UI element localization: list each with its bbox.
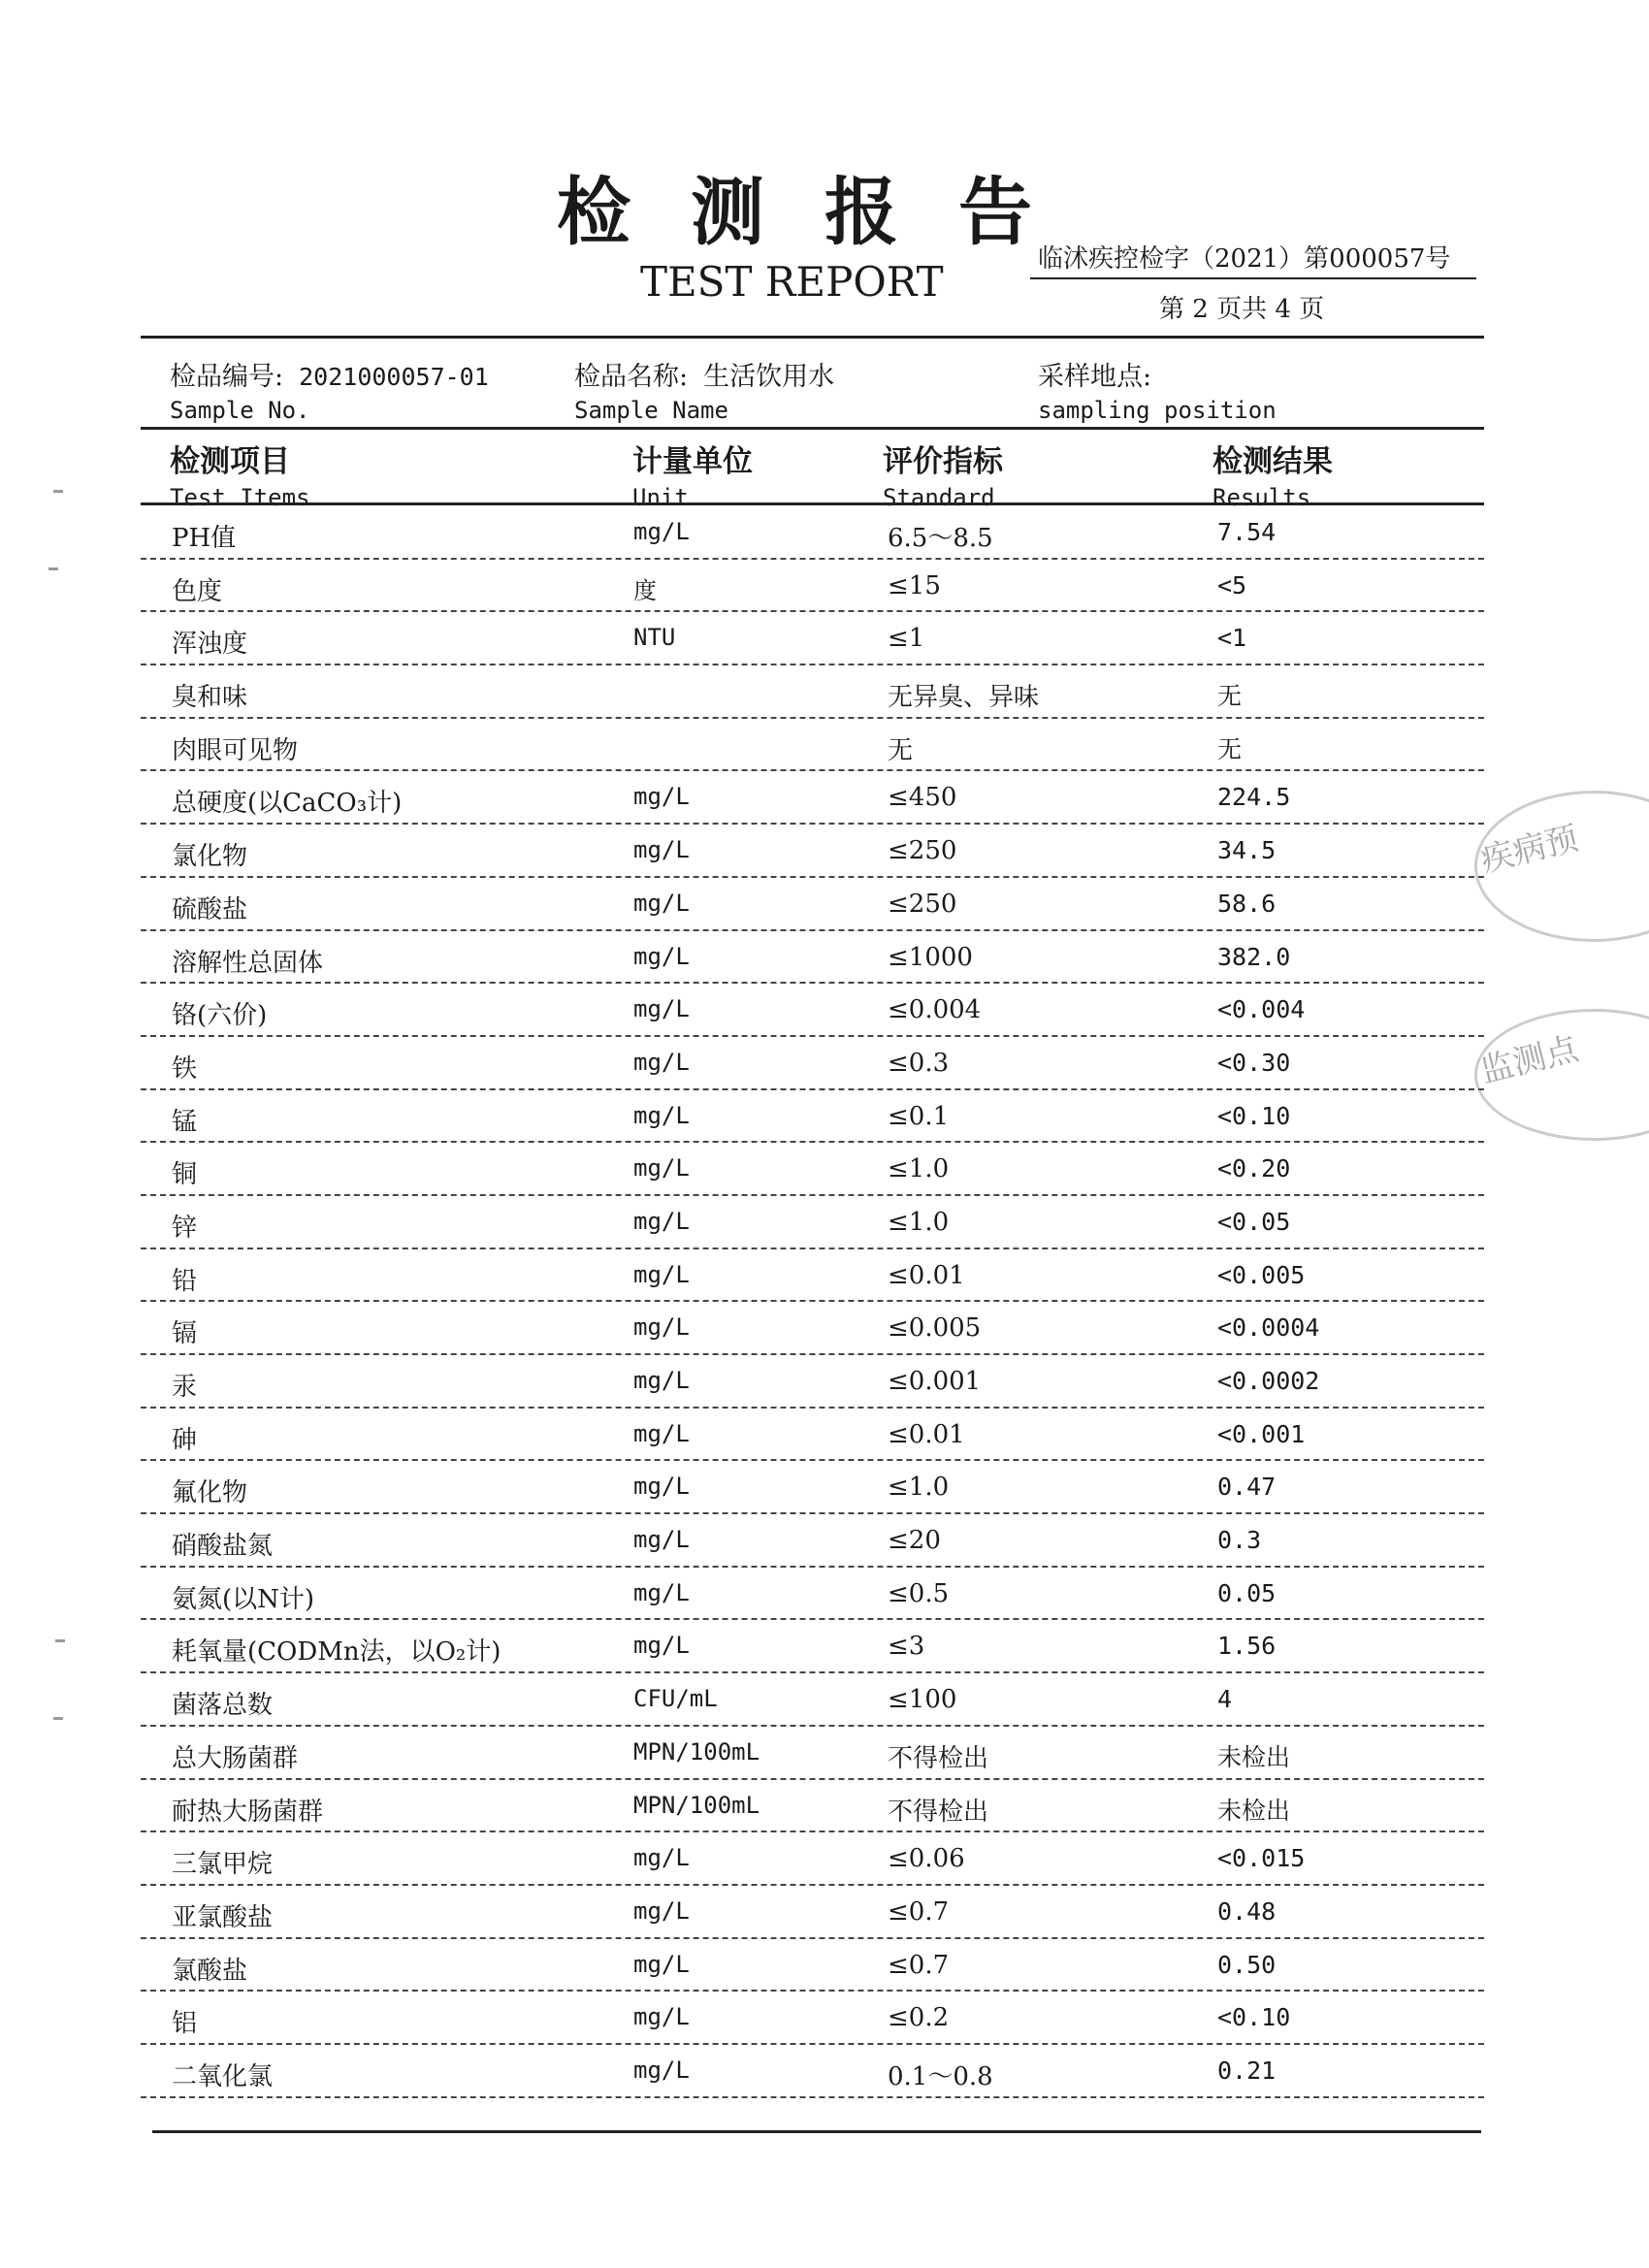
column-header-items-cn: 检测项目 (170, 444, 290, 479)
cell-test-item: 色度 (172, 576, 223, 606)
cell-unit: mg/L (633, 1578, 690, 1606)
margin-mark (55, 1639, 65, 1642)
reference-underline (1030, 277, 1476, 279)
cell-standard: ≤3 (888, 1632, 925, 1662)
cell-standard: ≤250 (888, 889, 957, 919)
cell-test-item: 氯酸盐 (172, 1956, 248, 1986)
results-table (141, 506, 1484, 2098)
cell-result: 0.21 (1217, 2056, 1277, 2085)
column-header-unit-en: Unit (632, 484, 689, 511)
table-row (141, 2045, 1484, 2098)
cell-unit: mg/L (633, 1844, 690, 1872)
cell-unit: mg/L (633, 1419, 690, 1447)
cell-unit: mg/L (633, 1367, 690, 1394)
cell-standard: ≤0.3 (888, 1048, 950, 1078)
column-header-unit-cn: 计量单位 (632, 444, 753, 479)
cell-test-item: PH值 (172, 524, 237, 553)
cell-unit: MPN/100mL (633, 1737, 760, 1766)
cell-standard: ≤1.0 (888, 1207, 950, 1237)
cell-unit: mg/L (633, 942, 690, 970)
table-row (141, 1992, 1484, 2045)
cell-result: 1.56 (1217, 1632, 1277, 1661)
table-row (141, 1196, 1484, 1249)
cell-result: <0.10 (1217, 2003, 1291, 2032)
cell-standard: ≤0.1 (888, 1101, 950, 1131)
cell-test-item: 耗氧量(CODMn法，以O₂计) (172, 1637, 501, 1668)
cell-unit: mg/L (633, 1101, 690, 1129)
cell-result: 4 (1217, 1685, 1233, 1714)
table-row (141, 506, 1484, 560)
cell-test-item: 氨氮(以N计) (172, 1584, 315, 1614)
cell-test-item: 锰 (172, 1107, 198, 1137)
column-header-unit (632, 437, 753, 511)
cell-standard: ≤0.06 (888, 1844, 965, 1874)
cell-standard: ≤1 (888, 624, 925, 654)
cell-unit: mg/L (633, 783, 690, 811)
cell-unit: 度 (633, 576, 657, 604)
cell-standard: ≤0.005 (888, 1313, 982, 1344)
cell-test-item: 氯化物 (172, 842, 248, 872)
cell-test-item: 锌 (172, 1213, 198, 1243)
cell-unit: mg/L (633, 1260, 690, 1288)
sample-number-label: 检品编号: (170, 362, 284, 392)
sample-name-label-en: Sample Name (574, 397, 728, 424)
cell-test-item: 铅 (172, 1266, 198, 1296)
table-row (141, 825, 1484, 878)
cell-test-item: 铬(六价) (172, 1001, 268, 1031)
cell-unit: MPN/100mL (633, 1791, 760, 1819)
table-row (141, 1939, 1484, 1993)
cell-standard: ≤0.001 (888, 1367, 982, 1396)
cell-standard: 无异臭、异味 (888, 683, 1040, 713)
column-header-standard (883, 437, 1003, 511)
cell-unit: mg/L (633, 518, 690, 545)
table-row (141, 1090, 1484, 1144)
report-title-cn: 检测报告 (557, 169, 1092, 255)
cell-unit: mg/L (633, 1950, 690, 1978)
cell-unit: mg/L (633, 1048, 690, 1076)
table-row (141, 719, 1484, 772)
table-row (141, 771, 1484, 825)
column-header-items-en: Test Items (170, 484, 310, 511)
cell-result: 0.50 (1217, 1950, 1277, 1979)
cell-result: <0.10 (1217, 1101, 1291, 1130)
table-row (141, 1302, 1484, 1355)
cell-standard: ≤0.7 (888, 1896, 950, 1927)
cell-test-item: 硝酸盐氮 (172, 1532, 274, 1562)
report-reference-code: 临沭疾控检字（2021）第000057号 (1038, 244, 1451, 274)
cell-result: <0.05 (1217, 1207, 1291, 1236)
cell-unit: mg/L (633, 2003, 690, 2031)
cell-result: 0.3 (1217, 1526, 1262, 1555)
table-row (141, 1355, 1484, 1409)
cell-result: 224.5 (1217, 783, 1291, 812)
cell-result: 无 (1217, 682, 1243, 711)
cell-unit: CFU/mL (633, 1685, 718, 1713)
sample-name-label: 检品名称: (574, 362, 689, 392)
table-row (141, 560, 1484, 613)
table-row (141, 1673, 1484, 1727)
cell-unit: mg/L (633, 1473, 690, 1501)
cell-standard: ≤20 (888, 1526, 941, 1556)
cell-unit: mg/L (633, 1154, 690, 1183)
margin-mark (53, 1717, 63, 1720)
cell-test-item: 总硬度(以CaCO₃计) (172, 789, 403, 819)
cell-standard: ≤450 (888, 783, 957, 813)
cell-unit: mg/L (633, 1313, 690, 1342)
cell-standard: ≤1000 (888, 942, 973, 972)
cell-result: <0.0004 (1217, 1313, 1320, 1343)
sampling-position (1038, 355, 1277, 424)
report-title-en: TEST REPORT (640, 258, 944, 306)
cell-standard: ≤0.01 (888, 1419, 965, 1449)
column-header-results-en: Results (1212, 484, 1311, 511)
cell-test-item: 臭和味 (172, 683, 248, 713)
cell-result: <0.004 (1217, 995, 1306, 1024)
sample-number-value: 2021000057-01 (299, 363, 489, 391)
margin-mark (48, 567, 58, 570)
cell-unit: mg/L (633, 2056, 690, 2084)
margin-mark (53, 490, 63, 493)
cell-test-item: 三氯甲烷 (172, 1850, 274, 1880)
top-rule (141, 336, 1484, 339)
cell-result: <0.0002 (1217, 1367, 1320, 1395)
cell-result: 382.0 (1217, 942, 1291, 971)
cell-unit: mg/L (633, 1207, 690, 1235)
page-indicator: 第 2 页共 4 页 (1159, 295, 1325, 324)
table-row (141, 1727, 1484, 1780)
table-row (141, 1037, 1484, 1090)
cell-standard: 不得检出 (888, 1743, 989, 1773)
cell-test-item: 氟化物 (172, 1478, 248, 1508)
cell-result: 58.6 (1217, 889, 1277, 918)
sampling-position-label: 采样地点: (1038, 362, 1152, 392)
cell-result: <0.005 (1217, 1260, 1306, 1289)
column-header-results (1212, 437, 1333, 511)
cell-unit: mg/L (633, 1526, 690, 1554)
cell-result: <5 (1217, 570, 1247, 599)
cell-test-item: 汞 (172, 1373, 198, 1402)
table-row (141, 1832, 1484, 1886)
header-rule (141, 502, 1484, 505)
cell-standard: ≤1.0 (888, 1473, 950, 1503)
column-header-results-cn: 检测结果 (1212, 444, 1333, 479)
cell-result: 0.47 (1217, 1473, 1277, 1502)
cell-result: <0.30 (1217, 1048, 1291, 1077)
table-row (141, 612, 1484, 665)
table-row (141, 1514, 1484, 1568)
table-row (141, 1780, 1484, 1833)
cell-test-item: 菌落总数 (172, 1691, 274, 1721)
cell-standard: 6.5～8.5 (888, 524, 993, 553)
cell-test-item: 铜 (172, 1160, 198, 1190)
sample-name (574, 355, 834, 424)
table-row (141, 1249, 1484, 1303)
sample-number (170, 355, 489, 424)
table-row (141, 1886, 1484, 1939)
cell-standard: ≤250 (888, 836, 957, 866)
bottom-rule (152, 2130, 1481, 2133)
cell-test-item: 镉 (172, 1319, 198, 1349)
cell-unit: mg/L (633, 889, 690, 917)
stamp-text-lower: 监测点 (1476, 1029, 1583, 1091)
cell-unit: mg/L (633, 1632, 690, 1660)
cell-test-item: 溶解性总固体 (172, 948, 324, 978)
cell-test-item: 硫酸盐 (172, 894, 248, 924)
cell-standard: ≤15 (888, 570, 941, 600)
cell-standard: ≤0.5 (888, 1578, 950, 1608)
cell-standard: ≤100 (888, 1685, 957, 1715)
cell-result: 7.54 (1217, 518, 1277, 546)
cell-result: 0.48 (1217, 1896, 1277, 1926)
cell-result: 0.05 (1217, 1578, 1277, 1607)
cell-result: <1 (1217, 624, 1247, 653)
table-row (141, 1461, 1484, 1514)
sample-name-value: 生活饮用水 (703, 362, 835, 392)
cell-standard: ≤0.7 (888, 1950, 950, 1980)
column-header-standard-cn: 评价指标 (883, 444, 1003, 479)
cell-standard: ≤0.01 (888, 1260, 965, 1290)
cell-result: <0.015 (1217, 1844, 1306, 1873)
table-row (141, 1143, 1484, 1196)
cell-unit: mg/L (633, 836, 690, 864)
table-row (141, 665, 1484, 719)
cell-test-item: 砷 (172, 1425, 198, 1455)
cell-result: 34.5 (1217, 836, 1277, 865)
cell-result: 未检出 (1217, 1742, 1291, 1771)
cell-standard: 无 (888, 735, 914, 765)
cell-result: 无 (1217, 734, 1243, 763)
cell-unit: mg/L (633, 1896, 690, 1925)
cell-test-item: 二氧化氯 (172, 2061, 274, 2091)
column-header-items (170, 437, 310, 511)
stamp-text-upper: 疾病预 (1476, 819, 1583, 881)
meta-rule (141, 427, 1484, 430)
cell-unit: mg/L (633, 995, 690, 1023)
cell-result: 未检出 (1217, 1796, 1291, 1825)
cell-test-item: 铝 (172, 2009, 198, 2039)
cell-result: <0.001 (1217, 1419, 1306, 1448)
cell-standard: ≤0.2 (888, 2003, 950, 2033)
cell-test-item: 浑浊度 (172, 630, 248, 660)
table-row (141, 931, 1484, 985)
cell-standard: 0.1～0.8 (888, 2061, 993, 2091)
table-row (141, 878, 1484, 931)
cell-standard: 不得检出 (888, 1797, 989, 1827)
sampling-position-label-en: sampling position (1038, 397, 1277, 424)
cell-test-item: 铁 (172, 1053, 198, 1084)
cell-test-item: 耐热大肠菌群 (172, 1797, 324, 1827)
table-row (141, 1620, 1484, 1673)
cell-result: <0.20 (1217, 1154, 1291, 1183)
cell-test-item: 肉眼可见物 (172, 735, 299, 765)
cell-test-item: 总大肠菌群 (172, 1743, 299, 1773)
table-row (141, 984, 1484, 1037)
cell-standard: ≤1.0 (888, 1154, 950, 1184)
column-header-standard-en: Standard (883, 484, 995, 511)
table-row (141, 1568, 1484, 1621)
table-row (141, 1409, 1484, 1462)
cell-unit: NTU (633, 624, 676, 652)
sample-number-label-en: Sample No. (170, 397, 310, 424)
cell-test-item: 亚氯酸盐 (172, 1902, 274, 1932)
cell-standard: ≤0.004 (888, 995, 982, 1025)
